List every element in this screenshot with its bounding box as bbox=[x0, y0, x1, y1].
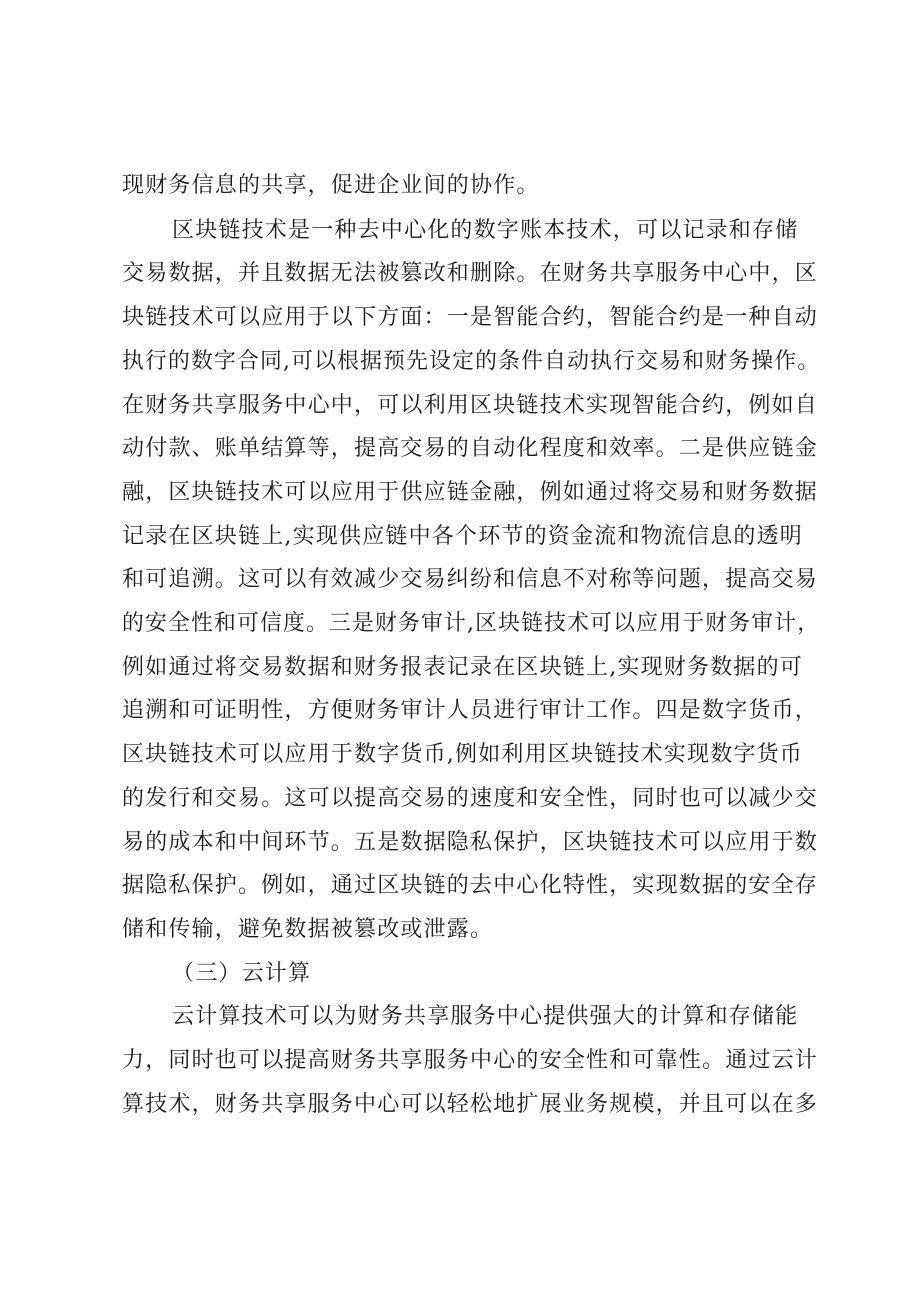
section-heading: （三）云计算 bbox=[172, 961, 312, 986]
paragraph-line: 记录在区块链上,实现供应链中各个环节的资金流和物流信息的透明 bbox=[122, 524, 803, 549]
paragraph-line: 在财务共享服务中心中，可以利用区块链技术实现智能合约，例如自 bbox=[122, 393, 819, 418]
paragraph-line: 现财务信息的共享，促进企业间的协作。 bbox=[122, 173, 540, 198]
paragraph-line: 交易数据，并且数据无法被篡改和删除。在财务共享服务中心中，区 bbox=[122, 261, 819, 286]
paragraph-line: 算技术，财务共享服务中心可以轻松地扩展业务规模，并且可以在多 bbox=[122, 1092, 819, 1117]
paragraph-line: 动付款、账单结算等，提高交易的自动化程度和效率。二是供应链金 bbox=[122, 436, 819, 461]
paragraph-line: 储和传输，避免数据被篡改或泄露。 bbox=[122, 917, 494, 942]
paragraph-line: 云计算技术可以为财务共享服务中心提供强大的计算和存储能 bbox=[172, 1004, 799, 1029]
paragraph-line: 区块链技术是一种去中心化的数字账本技术，可以记录和存储 bbox=[172, 218, 799, 243]
paragraph-line: 的安全性和可信度。三是财务审计,区块链技术可以应用于财务审计， bbox=[122, 611, 821, 636]
paragraph-line: 执行的数字合同,可以根据预先设定的条件自动执行交易和财务操作。 bbox=[122, 349, 821, 374]
paragraph-line: 追溯和可证明性，方便财务审计人员进行审计工作。四是数字货币， bbox=[122, 698, 819, 723]
paragraph-line: 的发行和交易。这可以提高交易的速度和安全性，同时也可以减少交 bbox=[122, 786, 819, 811]
paragraph-line: 据隐私保护。例如，通过区块链的去中心化特性，实现数据的安全存 bbox=[122, 873, 819, 898]
paragraph-line: 易的成本和中间环节。五是数据隐私保护，区块链技术可以应用于数 bbox=[122, 830, 819, 855]
paragraph-line: 例如通过将交易数据和财务报表记录在区块链上,实现财务数据的可 bbox=[122, 655, 803, 680]
paragraph-line: 融，区块链技术可以应用于供应链金融，例如通过将交易和财务数据 bbox=[122, 480, 819, 505]
paragraph-line: 块链技术可以应用于以下方面：一是智能合约，智能合约是一种自动 bbox=[122, 305, 819, 330]
paragraph-line: 区块链技术可以应用于数字货币,例如利用区块链技术实现数字货币 bbox=[122, 742, 803, 767]
paragraph-line: 和可追溯。这可以有效减少交易纠纷和信息不对称等问题，提高交易 bbox=[122, 567, 819, 592]
paragraph-line: 力，同时也可以提高财务共享服务中心的安全性和可靠性。通过云计 bbox=[122, 1048, 819, 1073]
